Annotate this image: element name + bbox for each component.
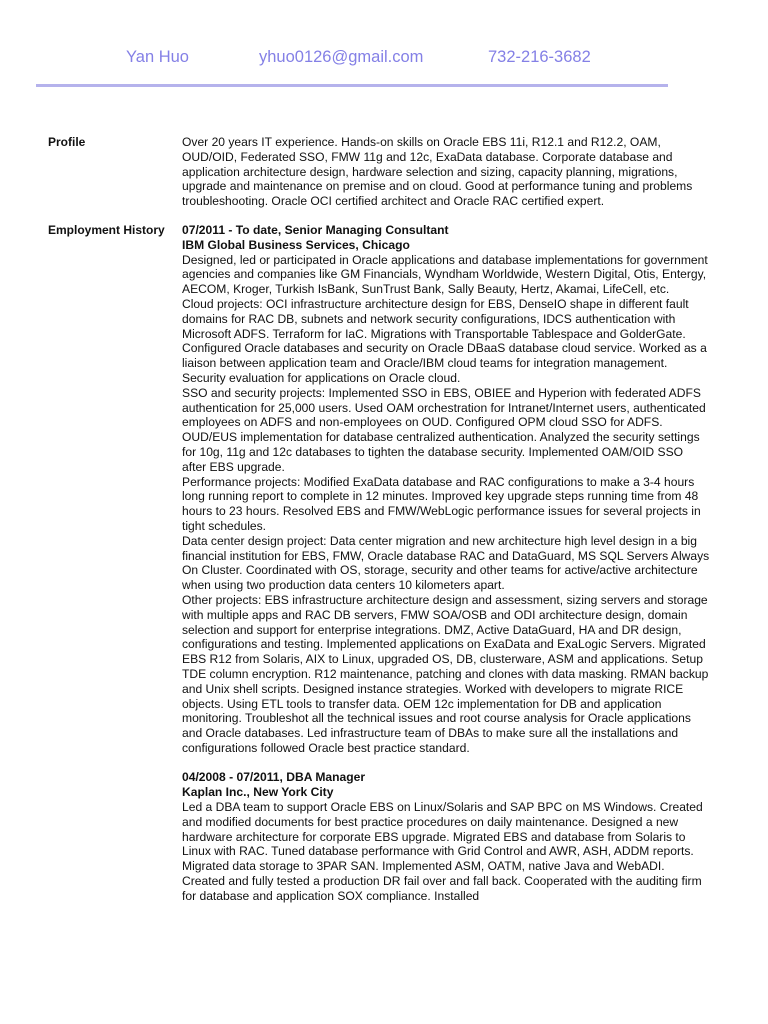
employment-content xyxy=(182,223,710,904)
contact-header xyxy=(0,44,768,72)
profile-label: Profile xyxy=(48,135,86,149)
job-paragraph: Led a DBA team to support Oracle EBS on Linux/Solaris and SAP BPC on MS Windows. Created and modified documents for best practice procedures on daily maintenance. Designed a new hardware architecture for corporate EBS upgrade. Migrated EBS and database from Solaris to Linux with RAC. Tuned database performance with Grid Control and AWR, ASH, ADDM reports. Migrated data storage to 3PAR SAN. Implemented ASM, OATM, native Java and WebADI. Created and fully tested a production DR fail over and fall back. Cooperated with the auditing firm for database and application SOX compliance. Installed xyxy=(182,800,703,903)
header-divider xyxy=(36,84,668,87)
job-paragraph: Cloud projects: OCI infrastructure architecture design for EBS, DenseIO shape in different fault domains for RAC DB, subnets and network security configurations, IDCS authentication with Microsoft ADFS. Terraform for IaC. Migrations with Transportable Tablespace and GolderGate. Configured Oracle databases and security on Oracle DBaaS database cloud service. Worked as a liaison between application team and Oracle/IBM cloud teams for integration management. Security evaluation for applications on Oracle cloud. xyxy=(182,296,707,385)
profile-paragraph: Over 20 years IT experience. Hands-on skills on Oracle EBS 11i, R12.1 and R12.2, OAM, OUD/OID, Federated SSO, FMW 11g and 12c, ExaData database. Corporate database and application architecture design, hardware selection and sizing, capacity planning, migrations, upgrade and maintenance on premise and on cloud. Good at performance tuning and problems troubleshooting. Oracle OCI certified architect and Oracle RAC certified expert. xyxy=(182,135,693,209)
job-paragraph: Designed, led or participated in Oracle applications and database implementations for government agencies and companies like GM Financials, Wyndham Worldwide, Western Digital, Otis, Entergy, AECOM, Kroger, Turkish IsBank, SunTrust Bank, Sally Beauty, Hertz, Akamai, LifeCell, etc. xyxy=(182,252,708,297)
profile-text xyxy=(182,135,710,209)
job-paragraph: Data center design project: Data center migration and new architecture high level design in a big financial institution for EBS, FMW, Oracle database RAC and DataGuard, MS SQL Servers Always On Cluster. Coordinated with OS, storage, security and other teams for active/active architecture when using two production data centers 10 kilometers apart. xyxy=(182,533,710,593)
employment-label: Employment History xyxy=(48,223,165,237)
job-title: 07/2011 - To date, Senior Managing Consultant xyxy=(182,223,449,237)
job-entry xyxy=(182,770,710,903)
job-paragraph: Other projects: EBS infrastructure architecture design and assessment, sizing servers and storage with multiple apps and RAC DB servers, FMW SOA/OSB and ODI architecture design, domain selection and support for enterprise integrations. DMZ, Active DataGuard, HA and DR design, configurations and testing. Implemented applications on ExaData and ExaLogic Servers. Migrated EBS R12 from Solaris, AIX to Linux, upgraded OS, DB, clusterware, ASM and applications. Setup TDE column encryption. R12 maintenance, patching and clones with data masking. RMAN backup and Unix shell scripts. Designed instance strategies. Worked with developers to migrate RICE objects. Using ETL tools to transfer data. OEM 12c implementation for DB and application monitoring. Troubleshot all the technical issues and root course analysis for Oracle applications and Oracle databases. Led infrastructure team of DBAs to make sure all the installations and configurations followed Oracle best practice standard. xyxy=(182,592,709,755)
candidate-phone: 732-216-3682 xyxy=(488,48,591,66)
job-entry xyxy=(182,223,710,756)
job-paragraph: Performance projects: Modified ExaData database and RAC configurations to make a 3-4 hours long running report to complete in 12 minutes. Improved key upgrade steps running time from 48 hours to 23 hours. Resolved EBS and FMW/WebLogic performance issues for several projects in tight schedules. xyxy=(182,474,701,533)
job-title: 04/2008 - 07/2011, DBA Manager xyxy=(182,770,366,785)
job-company: IBM Global Business Services, Chicago xyxy=(182,237,410,252)
candidate-name: Yan Huo xyxy=(126,48,189,66)
job-company: Kaplan Inc., New York City xyxy=(182,785,334,800)
candidate-email[interactable]: yhuo0126@gmail.com xyxy=(259,48,424,66)
job-paragraph: SSO and security projects: Implemented SSO in EBS, OBIEE and Hyperion with federated ADFS authentication for 25,000 users. Used OAM orchestration for Intranet/Internet users, authenticated employees on ADFS and non-employees on OUD. Configured OPM cloud SSO for ADFS. OUD/EUS implementation for database centralized authentication. Analyzed the security settings for 10g, 11g and 12c databases to tighten the database security. Implemented OAM/OID SSO after EBS upgrade. xyxy=(182,385,706,474)
